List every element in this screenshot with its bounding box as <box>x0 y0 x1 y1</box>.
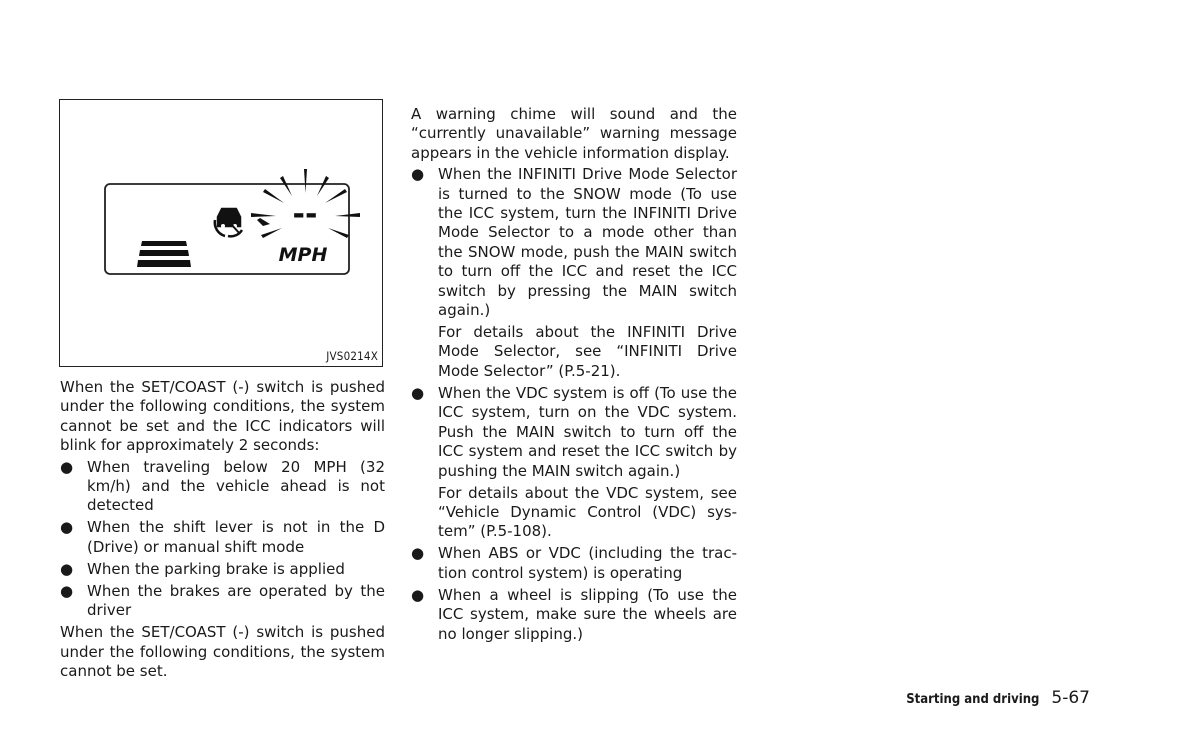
bullet-icon: ● <box>60 518 74 537</box>
bullet-icon: ● <box>411 165 425 184</box>
list-item-text: When ABS or VDC (including the traction control system) is operating <box>438 544 737 582</box>
list-item-subtext: For details about the VDC system, see “Vehicle Dynamic Control (VDC) system” (P.5-108). <box>438 483 737 541</box>
page-footer <box>906 688 1090 708</box>
list-item-text: When traveling below 20 MPH (32 km/h) and the vehicle ahead is not detected <box>87 457 385 515</box>
left-column <box>60 378 385 681</box>
bullet-icon: ● <box>411 544 425 563</box>
list-item <box>60 518 385 557</box>
icc-vehicle-icon <box>215 209 242 236</box>
list-item-text: When the shift lever is not in the D (Drive) or manual shift mode <box>87 518 385 556</box>
section-title: Starting and driving <box>906 692 1040 707</box>
bullet-icon: ● <box>60 559 74 578</box>
list-item-text: When the parking brake is applied <box>87 559 345 578</box>
right-intro-paragraph: A warning chime will sound and the “currently unavailable” warning message appears in the vehicle information display. <box>411 105 737 162</box>
list-item-text: When a wheel is slipping (To use the ICC system, make sure the wheels are no longer slipping.) <box>438 585 737 643</box>
bullet-icon: ● <box>60 581 74 600</box>
list-item <box>60 582 385 621</box>
list-item-text: When the VDC system is off (To use the ICC system, turn on the VDC system. Push the MAIN switch to turn off the ICC system and reset the ICC switch by pushing the MAIN switch again.) <box>438 383 737 480</box>
left-intro-paragraph: When the SET/COAST (-) switch is pushed under the following conditions, the system cannot be set and the ICC indicators will blink for approximately 2 seconds: <box>60 378 385 455</box>
page-number: 5-67 <box>1051 688 1090 708</box>
list-item <box>60 458 385 516</box>
list-item <box>411 544 737 583</box>
speed-dash-readout: -- <box>292 197 318 232</box>
icc-display-figure <box>59 99 383 367</box>
list-item-subtext: For details about the INFINITI Drive Mode Selector, see “INFINITI Drive Mode Selector” (P.5-21). <box>438 323 737 380</box>
mph-unit-label: MPH <box>278 244 328 266</box>
icc-display-illustration <box>60 100 384 368</box>
left-outro-paragraph: When the SET/COAST (-) switch is pushed under the following conditions, the system cannot be set. <box>60 623 385 681</box>
list-item <box>60 560 385 579</box>
bullet-icon: ● <box>411 585 425 604</box>
figure-code: JVS0214X <box>326 349 378 363</box>
list-item-text: When the INFINITI Drive Mode Selector is turned to the SNOW mode (To use the ICC system, turn the INFINITI Drive Mode Selector to a mode other than the SNOW mode, push the MAIN switch to turn off the ICC and reset the ICC switch by pressing the MAIN switch again.) <box>438 165 737 320</box>
bullet-icon: ● <box>411 383 425 402</box>
right-bullet-list <box>411 165 737 644</box>
list-item-text: When the brakes are operated by the driver <box>87 581 385 620</box>
right-column <box>411 105 737 647</box>
left-bullet-list <box>60 458 385 621</box>
list-item <box>411 586 737 644</box>
list-item <box>411 384 737 542</box>
list-item <box>411 165 737 381</box>
bullet-icon: ● <box>60 457 74 476</box>
distance-bars-icon <box>137 241 191 267</box>
